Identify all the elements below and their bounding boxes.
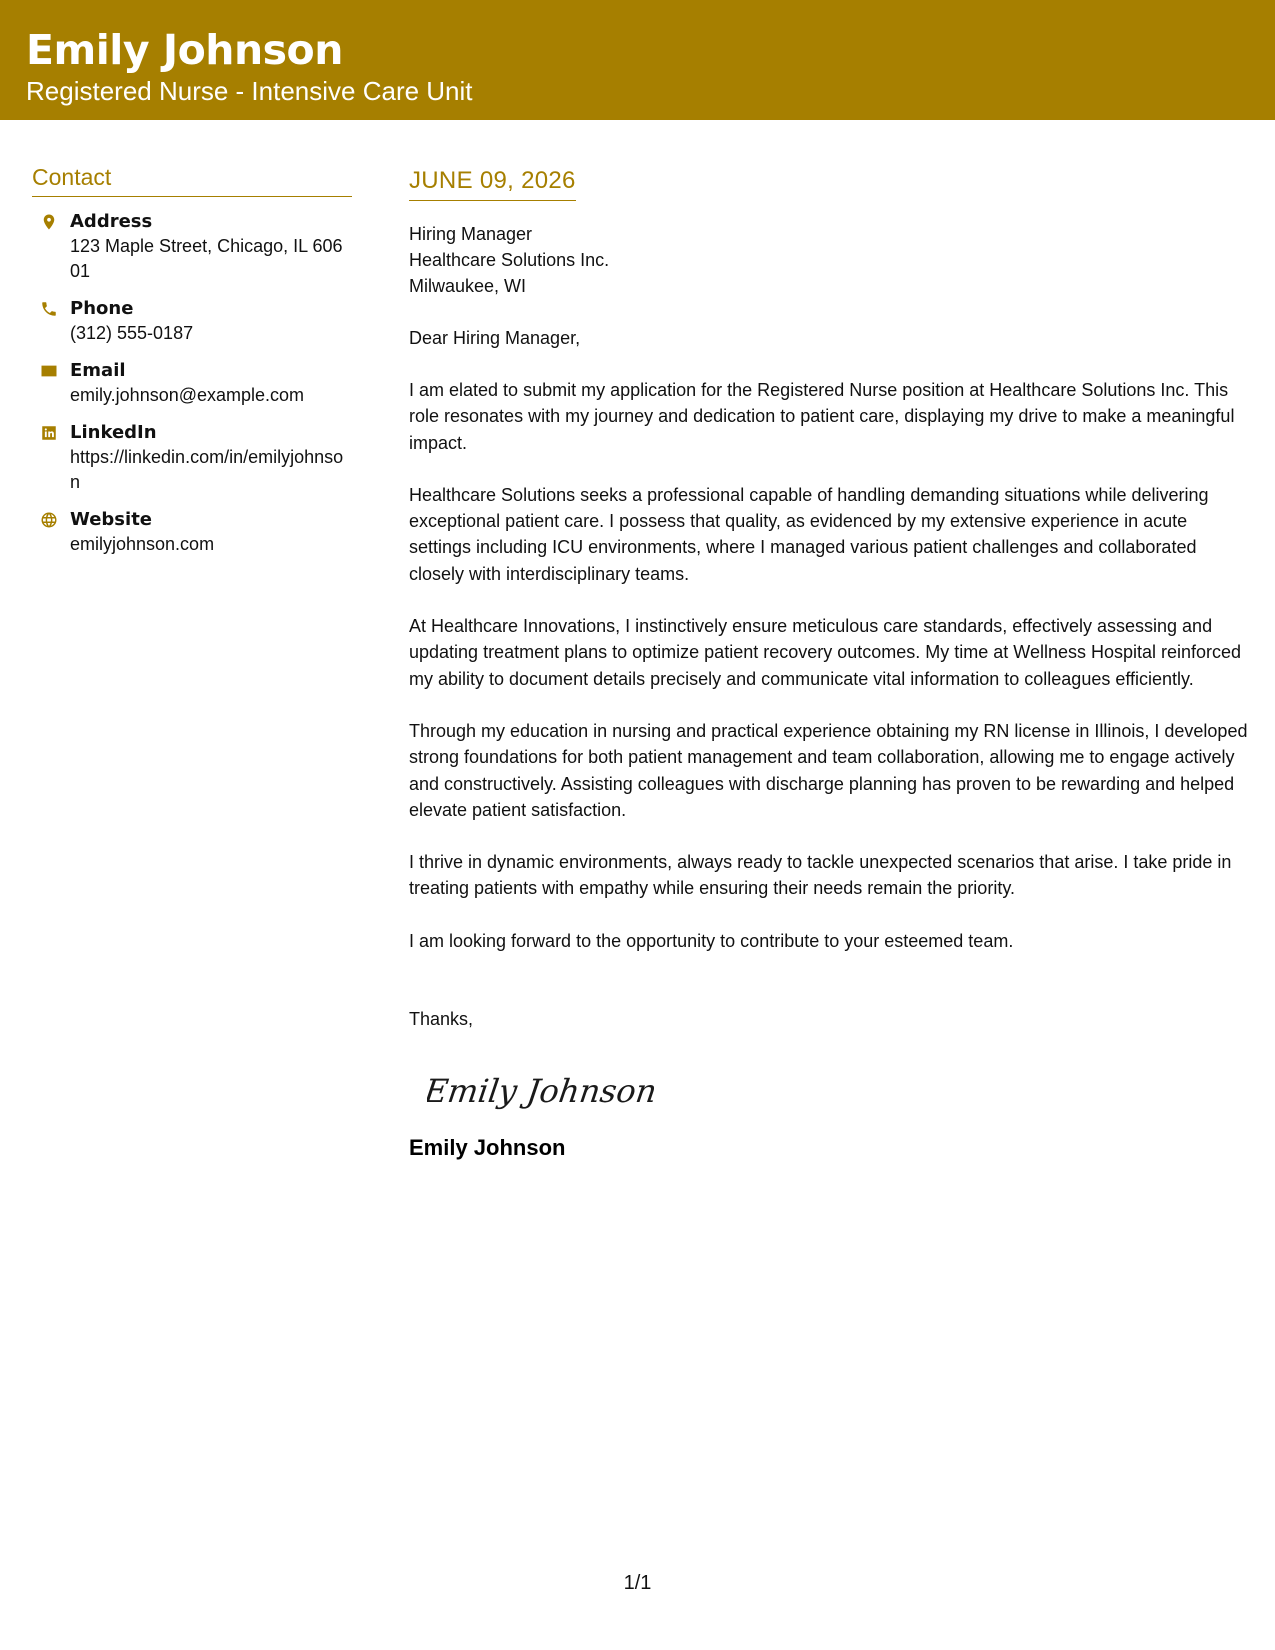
globe-icon xyxy=(36,507,62,533)
letter-body xyxy=(409,166,1254,1162)
signer-name: Emily Johnson xyxy=(409,1135,566,1161)
header-banner xyxy=(0,0,1275,120)
page-number: 1/1 xyxy=(623,1572,652,1594)
applicant-name: Emily Johnson xyxy=(26,26,343,74)
contact-label: Phone xyxy=(70,298,134,319)
recipient-line: Hiring Manager xyxy=(409,224,533,244)
contact-label: Website xyxy=(70,509,153,530)
letter-paragraph: At Healthcare Innovations, I instinctively ensure meticulous care standards, effectively assessing and updating treatment plans to optimize patient recovery outcomes. My time at Wellness Hospital reinforced my ability to document details precisely and communicate vital information to colleagues efficiently. xyxy=(409,616,1242,689)
contact-label: Address xyxy=(70,211,153,232)
svg-text:Emily Johnson: Emily Johnson xyxy=(427,1072,660,1111)
contact-heading: Contact xyxy=(32,162,352,197)
contact-item-phone xyxy=(32,296,352,346)
address-value: 123 Maple Street, Chicago, IL 60601 xyxy=(70,236,343,281)
linkedin-value[interactable]: https://linkedin.com/in/emilyjohnson xyxy=(70,447,344,492)
email-value[interactable]: emily.johnson@example.com xyxy=(70,385,305,405)
website-value[interactable]: emilyjohnson.com xyxy=(70,534,215,554)
phone-icon xyxy=(36,296,62,322)
salutation: Dear Hiring Manager, xyxy=(409,328,581,348)
recipient-line: Milwaukee, WI xyxy=(409,276,527,296)
letter-paragraph: Healthcare Solutions seeks a professional capable of handling demanding situations while delivering exceptional patient care. I possess that quality, as evidenced by my extensive experience in acute settings including ICU environments, where I managed various patient challenges and collaborated closely with interdisciplinary teams. xyxy=(409,484,1209,584)
envelope-icon xyxy=(36,358,62,384)
contact-label: Email xyxy=(70,360,126,381)
phone-value: (312) 555-0187 xyxy=(70,323,194,343)
contact-sidebar xyxy=(32,162,352,569)
contact-item-linkedin xyxy=(32,420,352,495)
letter-paragraph: Through my education in nursing and practical experience obtaining my RN license in Illinois, I developed strong foundations for both patient management and team collaboration, allowing me to engage actively and constructively. Assisting colleagues with discharge planning has proven to be rewarding and helped elevate patient satisfaction. xyxy=(409,720,1248,820)
contact-item-address xyxy=(32,209,352,284)
recipient-line: Healthcare Solutions Inc. xyxy=(409,250,610,270)
recipient-block xyxy=(409,221,1254,299)
letter-date: JUNE 09, 2026 xyxy=(409,167,576,194)
letter-paragraph: I am elated to submit my application for the Registered Nurse position at Healthcare Solutions Inc. This role resonates with my journey and dedication to patient care, displaying my drive to make a meaningful impact. xyxy=(409,380,1235,453)
closing: Thanks, xyxy=(409,1009,474,1030)
map-pin-icon xyxy=(36,209,62,235)
date-block xyxy=(409,166,576,201)
contact-label: LinkedIn xyxy=(70,422,157,443)
handwritten-signature xyxy=(427,1060,1254,1120)
letter-paragraph: I thrive in dynamic environments, always ready to tackle unexpected scenarios that arise. I take pride in treating patients with empathy while ensuring their needs remain the priority. xyxy=(409,852,1232,899)
letter-paragraph: I am looking forward to the opportunity to contribute to your esteemed team. xyxy=(409,930,1014,951)
job-title: Registered Nurse - Intensive Care Unit xyxy=(26,76,473,106)
contact-item-email xyxy=(32,358,352,408)
linkedin-icon xyxy=(36,420,62,446)
contact-item-website xyxy=(32,507,352,557)
contact-list xyxy=(32,209,352,557)
